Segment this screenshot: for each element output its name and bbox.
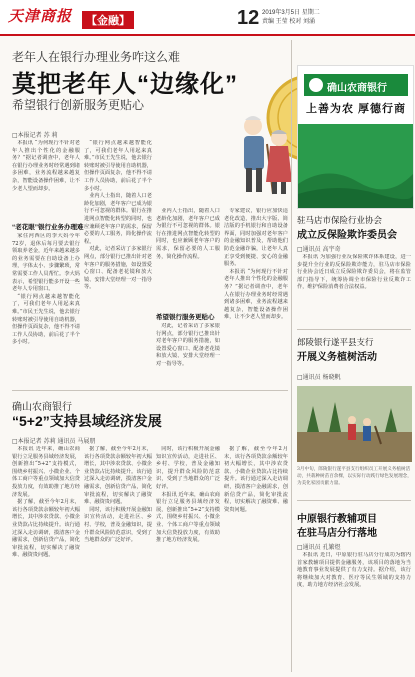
date-line: [262, 9, 320, 27]
bank-advertisement: [297, 65, 414, 209]
story-divider: [297, 329, 411, 330]
newspaper-logo: 天津商报: [8, 8, 73, 25]
story1-paragraph: 业内人士指出，随着人口老龄化加剧，老年客户已成为银行不可忽视的群体。银行在推进网点智能化转型的同时，也应兼顾老年客户的需求，保留必要的人工服务，简化操作流程。: [156, 208, 220, 260]
story2-paragraph: 同时，该行积极开展金融知识宣传活动，走进社区、乡村、学校，普及金融知识，提升群众风险防范意识，受到了当地群众的广泛好评。: [156, 446, 220, 490]
story1-section-label: “老花眼”银行业务办理难: [12, 224, 84, 231]
story1-section-label-2: 希望银行服务更贴心: [156, 314, 215, 321]
story3-byline: □通讯员 高宇奇: [297, 246, 341, 253]
story-divider: [12, 390, 288, 391]
story1-column-1b: [12, 233, 80, 385]
story1-paragraph: 本报讯 “为何现行不针对老年人推出个性化的金融服务？”据记者调查中，老年人在银行办理业务时经常遇到诸多困难，业务流程越来越复杂，智能设备操作困难，让不少老人望而却步。: [224, 268, 288, 321]
story2-column-1: [12, 446, 80, 670]
story2-title-line-2: “5+2”支持县域经济发展: [12, 413, 162, 429]
story1-paragraph: 对此，记者采访了多家银行网点，部分银行已推出针对老年客户的服务措施，如设置爱心窗口、配备老花镜和放大镜、安排大堂经理一对一指导等。: [156, 323, 220, 367]
story-divider: [297, 500, 411, 501]
story5-title-line-1: 中原银行教辅项目: [297, 514, 377, 525]
ad-slogan: 上善为农 厚德行商: [306, 103, 407, 115]
bank-logo-icon: [309, 78, 323, 92]
story4-byline: □通讯员 杨晓帆: [297, 374, 341, 381]
story1-subhead: 希望银行创新服务更贴心: [12, 98, 145, 112]
story2-column-3: [156, 446, 220, 670]
story1-paragraph: “银行网点越来越智能化了，可我们老年人用起来真难。”市民王先生说，他去银行转账时被引导使用自助机器，但操作页面复杂，他不得不请工作人员协助，前后花了半个多小时。: [12, 293, 80, 346]
ad-bank-name: 确山农商银行: [327, 83, 387, 94]
story1-paragraph: 专家建议，银行应加快适老化改造，推出大字版、简洁版的手机银行和自助设备界面，同时加强对老年客户的金融知识普及，帮助他们防范金融诈骗，让老年人真正享受到便捷、安心的金融服务。: [224, 208, 288, 268]
story1-kicker: 老年人在银行办理业务咋这么难: [12, 50, 181, 64]
story2-paragraph: 本报讯 近年来，确山农商银行立足服务县域经济发展，创新推出“5+2”支持模式，围绕乡村振兴、小微企业、个体工商户等重点领域加大信贷投放力度，有效助推了地方经济发展。: [156, 491, 220, 544]
story1-paragraph: 对此，记者采访了多家银行网点，部分银行已推出针对老年客户的服务措施，如设置爱心窗口、配备老花镜和放大镜、安排大堂经理一对一指导等。: [84, 246, 152, 291]
story5-body: [297, 552, 411, 670]
story5-paragraph: 本报讯 近日，中原银行驻马店分行成功为辖内首家教辅项目提供金融服务，该项目的落地为当地教育事业发展提供了有力支持。据介绍，该行将继续加大对教育、医疗等民生领域的支持力度，助力地方经济社会发展。: [297, 552, 411, 589]
story1-paragraph: 业内人士指出，随着人口老龄化加剧，老年客户已成为银行不可忽视的群体。银行在推进网点智能化转型的同时，也应兼顾老年客户的需求，保留必要的人工服务，简化操作流程。: [84, 193, 152, 245]
date-text: 2019年3月5日 星期二: [262, 10, 320, 16]
story1-paragraph: “银行网点越来越智能化了，可我们老年人用起来真难。”市民王先生说，他去银行转账时被引导使用自助机器，但操作页面复杂，他不得不请工作人员协助，前后花了半个多小时。: [84, 140, 152, 192]
story1-column-3b: [156, 323, 220, 385]
ad-logo-bar: [304, 74, 408, 96]
story1-column-2: [84, 140, 152, 385]
tree-planting-photo: [297, 386, 412, 462]
masthead-rule: [0, 34, 415, 36]
page-number: 12: [237, 7, 260, 29]
story2-column-2: [84, 446, 152, 670]
masthead: [0, 0, 415, 34]
story1-column-4: [224, 208, 288, 385]
story3-body: [297, 254, 411, 324]
story2-paragraph: 同时，该行积极开展金融知识宣传活动，走进社区、乡村、学校，普及金融知识，提升群众风险防范意识，受到了当地群众的广泛好评。: [84, 506, 152, 544]
story2-paragraph: 据了解，截至今年2月末，该行各项贷款余额较年初大幅增长，其中涉农贷款、小微企业贷款占比持续提升。该行通过深入走访调研，摸清客户金融需求，创新信贷产品，简化审批流程，切实解决了融资难、融资贵问题。: [12, 499, 80, 559]
section-badge: 【金融】: [82, 11, 134, 29]
story3-paragraph: 本报讯 为加强行业反保险欺诈体系建设，进一步提升全行业的反保险欺诈能力，驻马店市保险行业协会近日成立反保险欺诈委员会，将在监管部门指导下，统筹协调全市保险行业反欺诈工作，维护保险消费者合法权益。: [297, 254, 411, 291]
story1-byline: □本报记者 苏 莉: [12, 132, 58, 139]
story1-paragraph: 本报讯 “为何现行不针对老年人推出个性化的金融服务？”据记者调查中，老年人在银行办理业务时经常遇到诸多困难，业务流程越来越复杂，智能设备操作困难，让不少老人望而却步。: [12, 140, 80, 192]
story2-column-4: [224, 446, 288, 670]
story1-column-3: [156, 208, 220, 308]
story4-title-line-2: 开展义务植树活动: [297, 352, 377, 363]
story5-title-line-2: 在驻马店分行落地: [297, 528, 377, 539]
column-divider: [291, 40, 292, 672]
story3-title-line-2: 成立反保险欺诈委员会: [297, 230, 397, 241]
photo-caption: 3月中旬，郎陵银行遂平县支行组织员工开展义务植树活动，共栽种树苗百余棵，以实际行动践行绿色发展理念，为美化家园贡献力量。: [297, 467, 412, 486]
story2-byline: □本报记者 苏莉 通讯员 马展朋: [12, 438, 96, 445]
story2-title-line-1: 确山农商银行: [12, 402, 72, 413]
story2-paragraph: 据了解，截至今年2月末，该行各项贷款余额较年初大幅增长，其中涉农贷款、小微企业贷款占比持续提升。该行通过深入走访调研，摸清客户金融需求，创新信贷产品，简化审批流程，切实解决了融资难、融资贵问题。: [84, 446, 152, 506]
story2-paragraph: 据了解，截至今年2月末，该行各项贷款余额较年初大幅增长，其中涉农贷款、小微企业贷款占比持续提升。该行通过深入走访调研，摸清客户金融需求，创新信贷产品，简化审批流程，切实解决了融资难、融资贵问题。: [224, 446, 288, 513]
ad-scenery-graphic: [298, 124, 413, 208]
story3-title-line-1: 驻马店市保险行业协会: [297, 215, 383, 225]
story1-headline: 莫把老年人“边缘化”: [12, 71, 238, 98]
story2-paragraph: 本报讯 近年来，确山农商银行立足服务县域经济发展，创新推出“5+2”支持模式，围绕乡村振兴、小微企业、个体工商户等重点领域加大信贷投放力度，有效助推了地方经济发展。: [12, 446, 80, 498]
story4-title-line-1: 郎陵银行遂平县支行: [297, 337, 374, 347]
story1-paragraph: 家住河西区的李大妈今年72岁，退休后每月要去银行领取养老金，近年来越来越多的业务需要在自助设备上办理，字体太小、步骤繁琐，常常需要工作人员帮忙。李大妈表示，希望银行能多开设一些老年人专用窗口。: [12, 233, 80, 293]
story5-byline: □通讯员 孔繁煜: [297, 544, 341, 551]
editor-text: 责编 王莹 校对 刘涌: [262, 19, 316, 25]
story1-column-1: [12, 140, 80, 218]
